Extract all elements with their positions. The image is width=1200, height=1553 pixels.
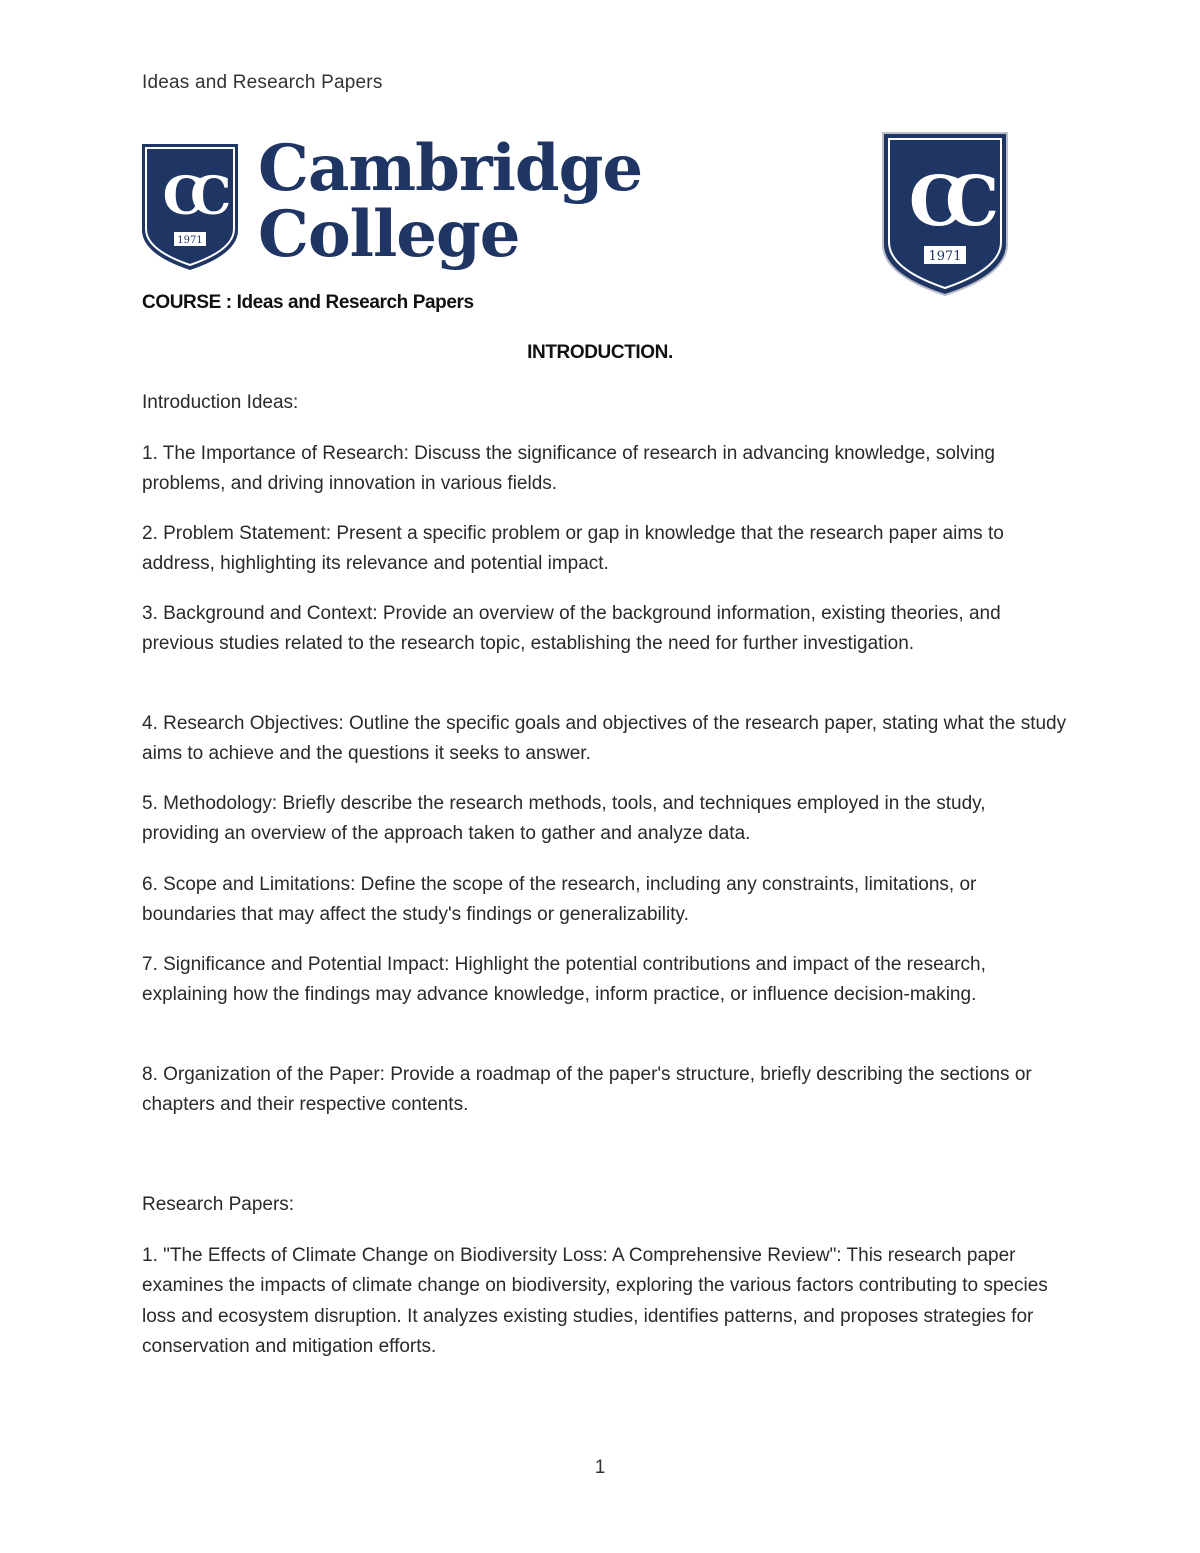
research-paper-item-1: 1. "The Effects of Climate Change on Biodiversity Loss: A Comprehensive Review": This research paper examines the impacts of climate change on biodiversity, exploring the various factors contributing to species loss and ecosystem disruption. It analyzes existing studies, identifies patterns, and proposes strategies for conservation and mitigation efforts. (142, 1245, 1048, 1357)
cambridge-college-logo (140, 131, 643, 277)
shield-monogram: CC (162, 166, 218, 227)
college-crest (880, 130, 1010, 298)
shield-year: 1971 (177, 235, 203, 246)
intro-item-3: 3. Background and Context: Provide an overview of the background information, existing theories, and previous studies related to the research topic, establishing the need for further investigation. (142, 603, 1001, 655)
intro-item-8: 8. Organization of the Paper: Provide a roadmap of the paper's structure, briefly describing the sections or chapters and their respective contents. (142, 1064, 1032, 1116)
shield-icon (140, 142, 240, 272)
intro-item-2: 2. Problem Statement: Present a specific problem or gap in knowledge that the research paper aims to address, highlighting its relevance and potential impact. (142, 523, 1004, 575)
page-number: 1 (594, 1457, 606, 1478)
intro-item-6: 6. Scope and Limitations: Define the scope of the research, including any constraints, limitations, or boundaries that may affect the study's findings or generalizability. (142, 874, 977, 926)
intro-item-5: 5. Methodology: Briefly describe the research methods, tools, and techniques employed in the study, providing an overview of the approach taken to gather and analyze data. (142, 793, 986, 845)
crest-monogram: CC (908, 162, 982, 242)
introduction-ideas-label: Introduction Ideas: (142, 392, 299, 413)
crest-shield-icon (880, 130, 1010, 298)
introduction-heading: INTRODUCTION. (527, 342, 673, 363)
intro-item-4: 4. Research Objectives: Outline the specific goals and objectives of the research paper, stating what the study aims to achieve and the questions it seeks to answer. (142, 713, 1067, 765)
wordmark-line-1: Cambridge (258, 131, 643, 206)
course-title: COURSE : Ideas and Research Papers (142, 292, 474, 313)
intro-item-1: 1. The Importance of Research: Discuss the significance of research in advancing knowledge, solving problems, and driving innovation in various fields. (142, 443, 995, 495)
research-papers-label: Research Papers: (142, 1194, 295, 1215)
logo-wordmark (258, 131, 643, 272)
wordmark-line-2: College (258, 197, 520, 272)
running-header: Ideas and Research Papers (142, 72, 383, 93)
crest-year: 1971 (928, 249, 962, 264)
intro-item-7: 7. Significance and Potential Impact: Highlight the potential contributions and impact of the research, explaining how the findings may advance knowledge, inform practice, or influence decision-making. (142, 954, 986, 1006)
